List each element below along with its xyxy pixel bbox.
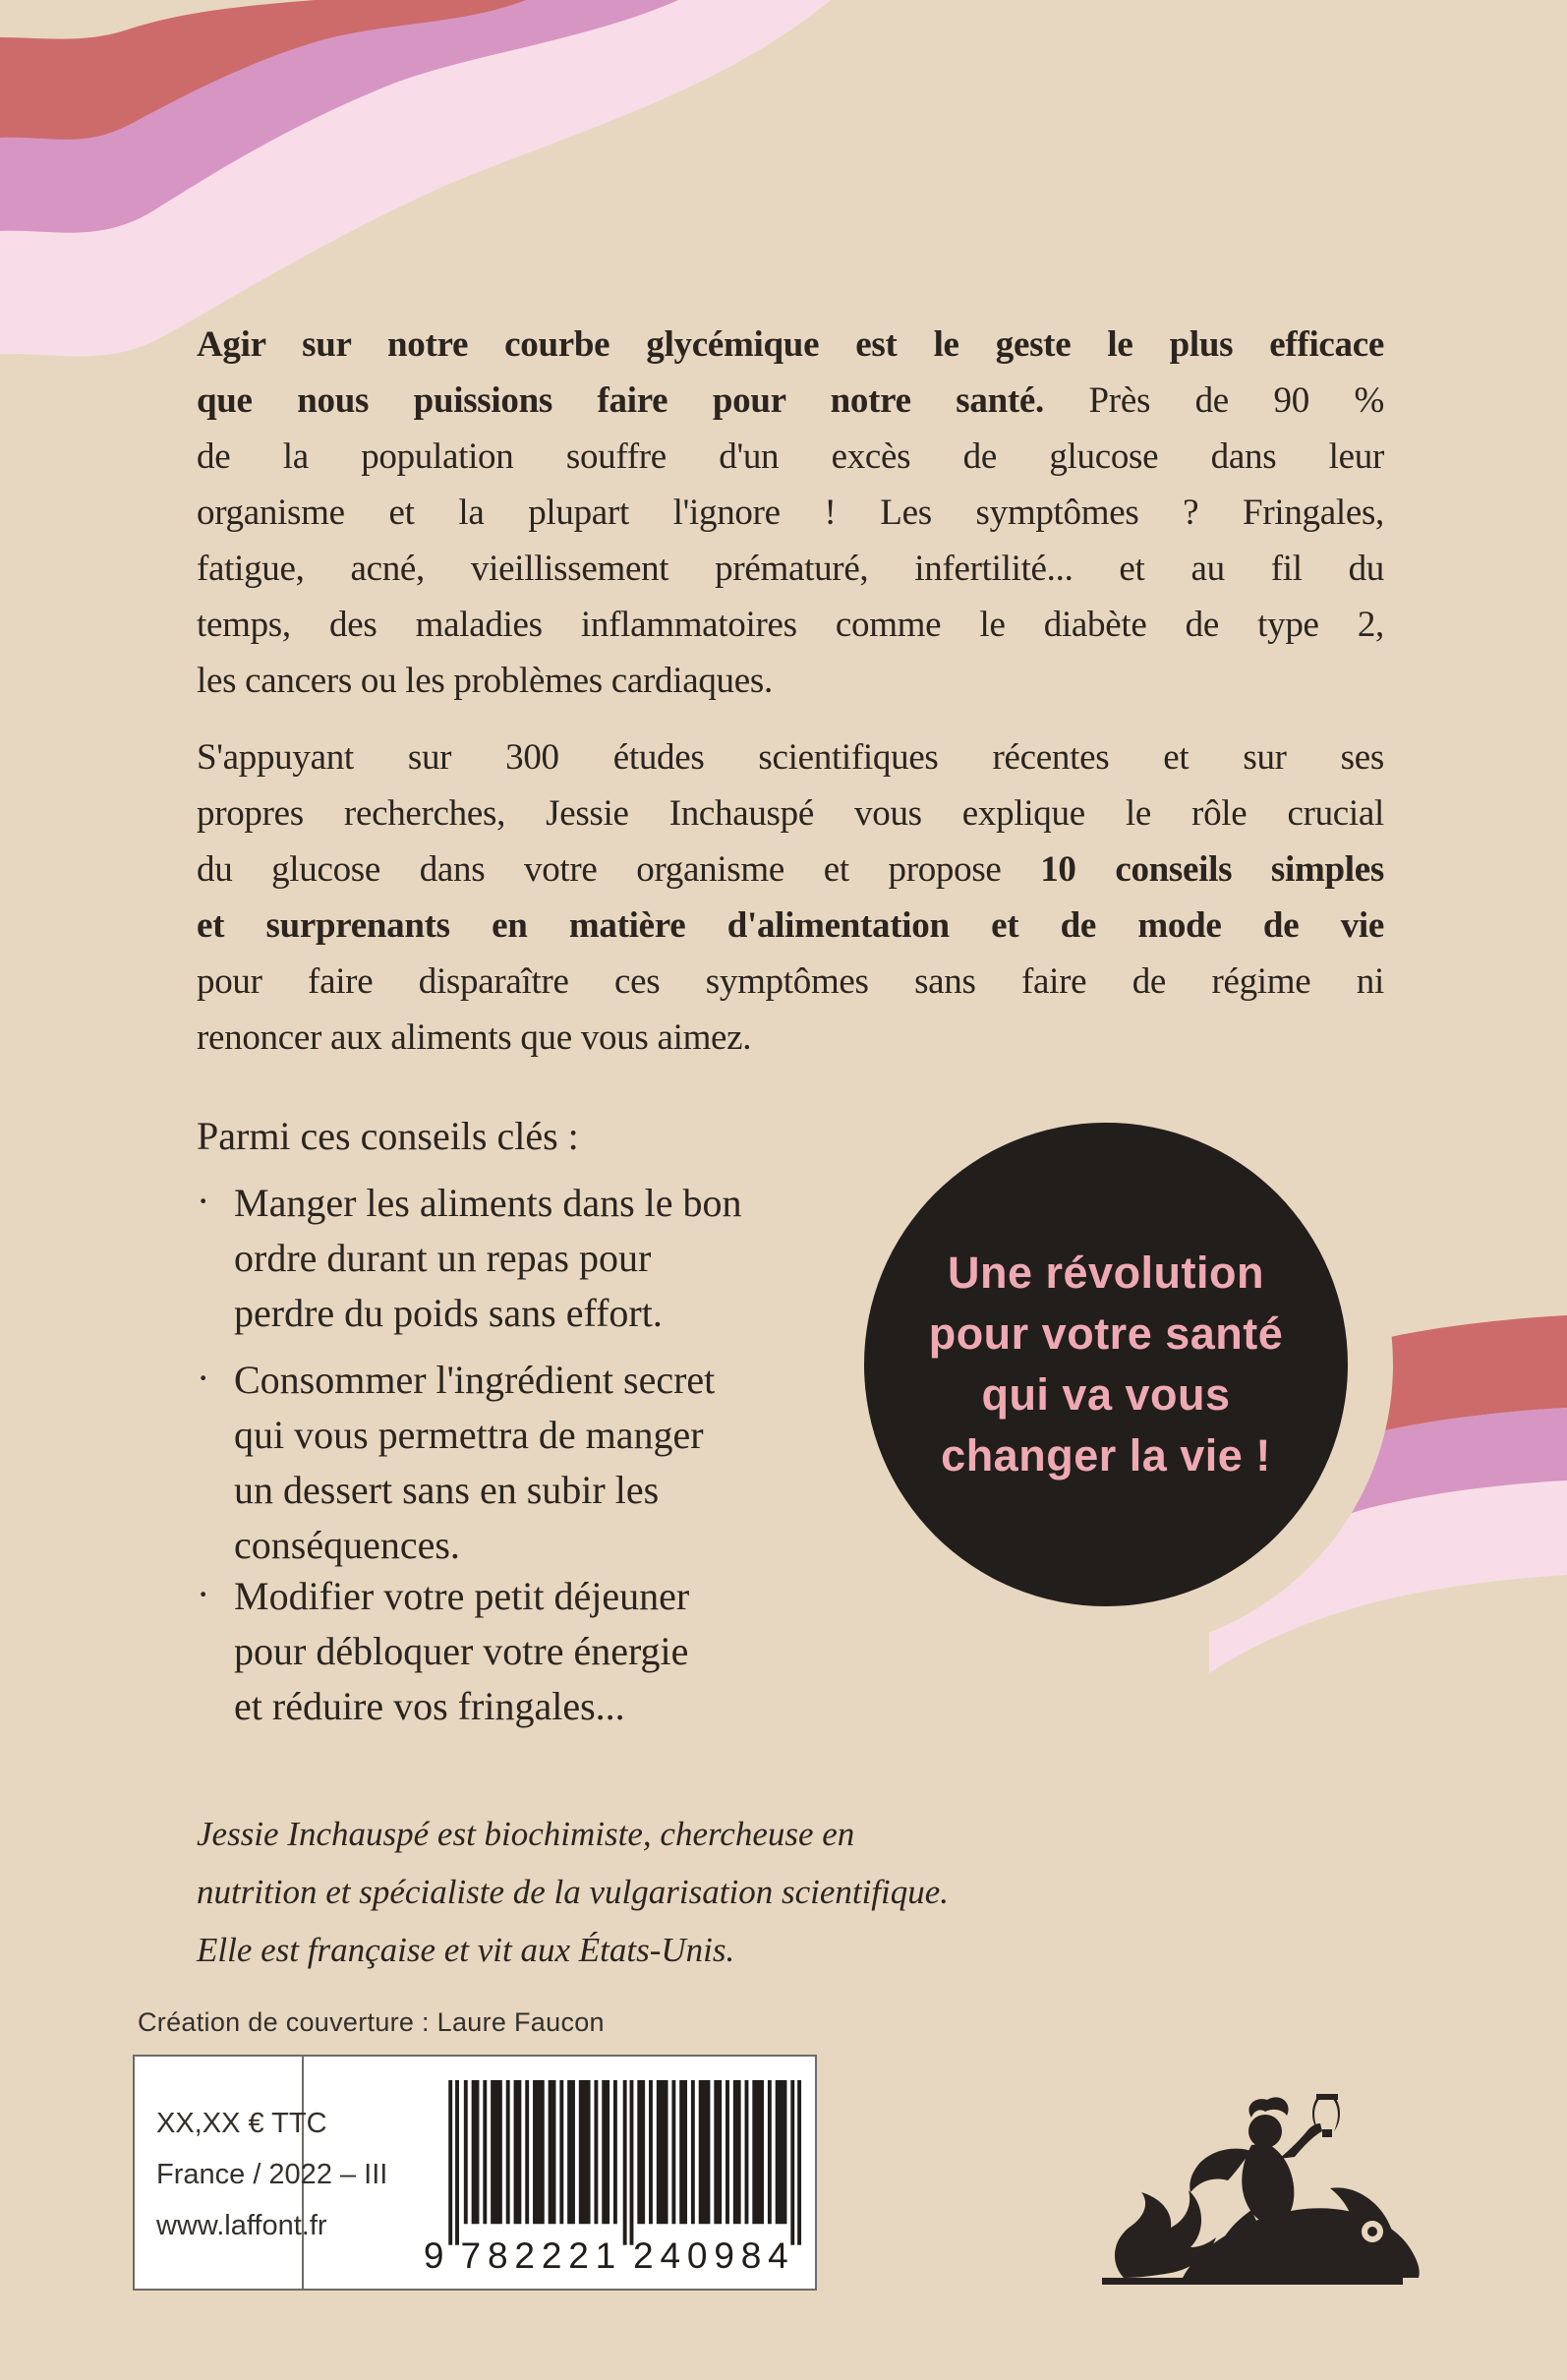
price-text: XX,XX € TTC	[156, 2108, 327, 2139]
about-line: propres recherches, Jessie Inchauspé vous explique le rôle crucial	[197, 793, 1384, 834]
intro-line: organisme et la plupart l'ignore ! Les symptômes ? Fringales,	[197, 493, 1384, 533]
intro-line: fatigue, acné, vieillissement prématuré, infertilité... et au fil du	[197, 549, 1384, 589]
tip-item	[197, 1176, 885, 1341]
tip-line: et réduire vos fringales...	[234, 1684, 625, 1728]
about-line: S'appuyant sur 300 études scientifiques récentes et sur ses	[197, 737, 1384, 778]
price-barcode-panel	[133, 2055, 817, 2291]
tip-line: qui vous permettra de manger	[234, 1413, 704, 1457]
cover-credit: Création de couverture : Laure Faucon	[138, 2007, 605, 2037]
tips-heading: Parmi ces conseils clés :	[197, 1114, 579, 1158]
about-line: pour faire disparaître ces symptômes sans faire de régime ni	[197, 961, 1384, 1002]
about-line: renoncer aux aliments que vous aimez.	[197, 1017, 752, 1058]
badge-line: Une révolution	[947, 1248, 1265, 1298]
website-text: www.laffont.fr	[156, 2210, 327, 2241]
isbn-prefix-digit: 9	[423, 2235, 444, 2272]
tip-line: Manger les aliments dans le bon	[234, 1181, 742, 1225]
badge-line: pour votre santé	[928, 1308, 1284, 1359]
publisher-logo-icon	[1091, 2082, 1455, 2304]
about-line: et surprenants en matière d'alimentation et de mode de vie	[197, 905, 1384, 946]
tip-line: pour débloquer votre énergie	[234, 1629, 689, 1673]
tip-item	[197, 1353, 885, 1573]
badge-line: changer la vie !	[941, 1430, 1271, 1480]
bullet-icon: ·	[197, 1356, 210, 1400]
isbn-right-digits: 240984	[633, 2235, 795, 2272]
author-bio	[197, 1805, 1180, 1979]
tip-line: ordre durant un repas pour	[234, 1236, 652, 1280]
intro-line: les cancers ou les problèmes cardiaques.	[197, 661, 773, 701]
intro-line: Agir sur notre courbe glycémique est le geste le plus efficace	[197, 324, 1384, 365]
intro-line: que nous puissions faire pour notre santé. Près de 90 %	[197, 380, 1384, 421]
ean-barcode	[420, 2080, 803, 2272]
intro-line: temps, des maladies inflammatoires comme le diabète de type 2,	[197, 605, 1384, 645]
about-paragraph	[197, 729, 1384, 1066]
intro-line: de la population souffre d'un excès de glucose dans leur	[197, 436, 1384, 477]
tip-line: perdre du poids sans effort.	[234, 1291, 663, 1335]
tip-item	[197, 1569, 885, 1734]
highlight-badge	[864, 1123, 1348, 1606]
tip-line: conséquences.	[234, 1523, 460, 1567]
price-column	[156, 2098, 387, 2251]
bio-line: nutrition et spécialiste de la vulgarisation scientifique.	[197, 1873, 950, 1911]
edition-text: France / 2022 – III	[156, 2159, 388, 2190]
tip-line: un dessert sans en subir les	[234, 1468, 660, 1512]
about-line: du glucose dans votre organisme et propose 10 conseils simples	[197, 849, 1384, 890]
isbn-left-digits: 782221	[460, 2235, 623, 2272]
badge-line: qui va vous	[981, 1369, 1231, 1420]
intro-paragraph	[197, 317, 1384, 709]
tip-line: Consommer l'ingrédient secret	[234, 1358, 716, 1402]
bio-line: Elle est française et vit aux États-Unis.	[197, 1931, 735, 1969]
bullet-icon: ·	[197, 1179, 210, 1223]
bio-line: Jessie Inchauspé est biochimiste, chercheuse en	[197, 1815, 855, 1853]
tip-line: Modifier votre petit déjeuner	[234, 1574, 690, 1618]
bullet-icon: ·	[197, 1572, 210, 1616]
